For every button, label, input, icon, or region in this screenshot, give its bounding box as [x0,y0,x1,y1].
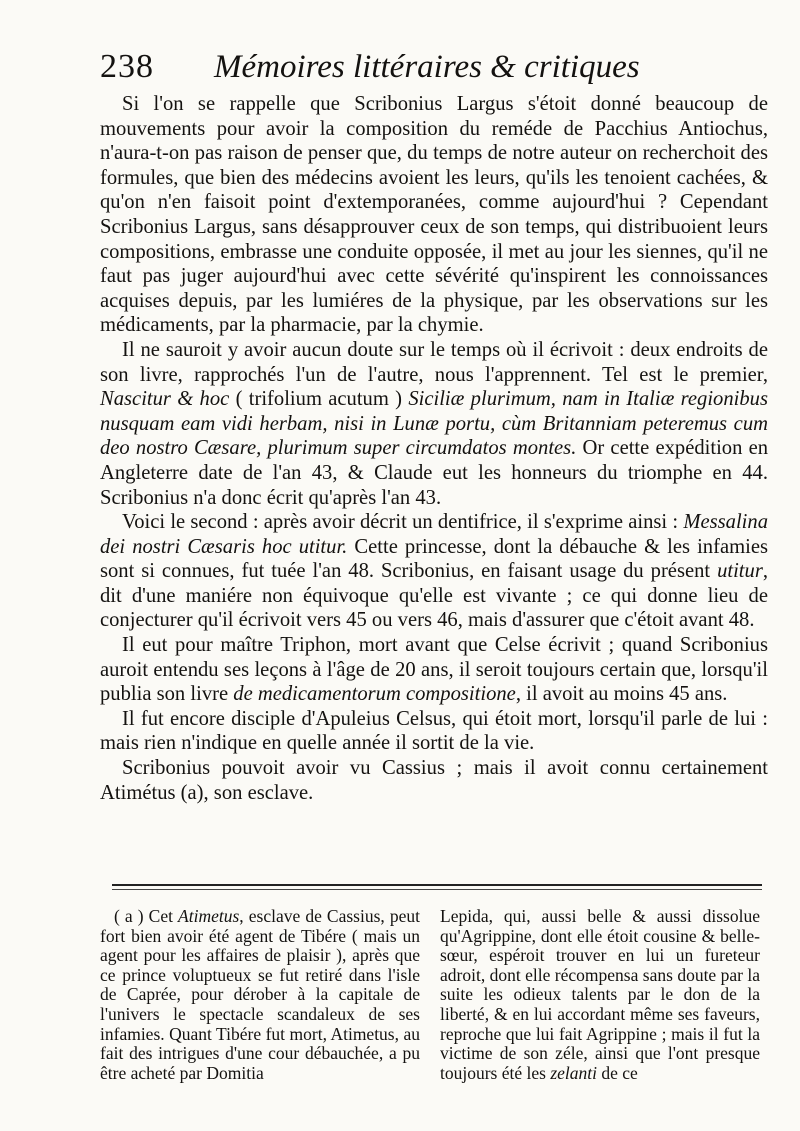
paragraph-2 [100,338,768,510]
paragraph-1: Si l'on se rappelle que Scribonius Largus s'étoit donné beaucoup de mouvements pour avoir la composition du reméde de Pacchius Antiochus, n'aura-t-on pas raison de penser que, du temps de notre auteur on recherchoit des formules, que bien des médecins avoient les leurs, qu'ils les tenoient cachées, & qu'on n'en faisoit point d'extemporanées, comme aujourd'hui ? Cependant Scribonius Largus, sans désapprouver ceux de son temps, qui distribuoient leurs compositions, embrasse une conduite opposée, il met au jour les siennes, qu'il ne faut pas juger aujourd'hui avec cette sévérité qu'inspirent les connoissances acquises depuis, par les lumiéres de la physique, par les observations sur les médicaments, par la pharmacie, par la chymie. [100,93,768,337]
text-run: Voici le second : après avoir décrit un dentifrice, il s'exprime ainsi : [122,511,684,534]
footnote-a [100,907,420,1083]
text-run: Lepida, qui, aussi belle & aussi dissolue qu'Agrippine, dont elle étoit cousine & belle-sœur, espéroit trouver en lui un fureteur adroit, dont elle récompensa sans doute par la suite les odieux talents par le don de la liberté, & en lui accordant même ses faveurs, reproche que lui fait Agrippine ; mais il fut la victime de son zéle, ainsi que l'ont presque toujours été les [440,906,760,1083]
footnote-a-continued [440,907,760,1083]
paragraph-3 [100,510,768,633]
paragraph-4 [100,633,768,707]
book-title: de medicamentorum compositione [233,683,516,706]
footnotes [100,907,760,1083]
text-run: Or cette expédition en Angleterre date de l'an 43, & Claude eut les honneurs du triomphe en 44. Scribonius n'a donc écrit qu'après l'an 43. [100,437,769,509]
latin-word: utitur [717,560,763,583]
word-italic: zelanti [550,1062,597,1083]
main-text [100,92,768,805]
running-title: Mémoires littéraires & critiques [214,49,640,85]
paragraph-6: Scribonius pouvoit avoir vu Cassius ; mais il avoit connu certainement Atimétus (a), son esclave. [100,757,768,804]
paragraph-5: Il fut encore disciple d'Apuleius Celsus, qui étoit mort, lorsqu'il parle de lui : mais rien n'indique en quelle année il sortit de la vie. [100,707,768,755]
name-italic: Atimetus [178,906,240,926]
footnote-column-right [440,907,760,1083]
text-run: Il eut pour maître Triphon, mort avant que Celse écrivit ; quand Scribonius auroit entendu ses leçons à l'âge de 20 ans, il seroit toujours certain que, lorsqu'il publia son livre [100,634,768,706]
text-run: , dit d'une maniére non équivoque qu'elle est vivante ; ce qui donne lieu de conjecturer qu'il écrivoit vers 45 ou vers 46, mais d'assurer que c'étoit avant 48. [100,560,768,632]
page-number: 238 [100,48,154,85]
page-header [100,48,750,96]
text-run: ( trifolium acutum ) [229,388,409,411]
text-run: Cette princesse, dont la débauche & les infamies sont si connues, fut tuée l'an 48. Scribonius, en faisant usage du présent [100,535,768,583]
text-run: , il avoit au moins 45 ans. [515,683,728,706]
latin-quote: Siciliæ plurimum, nam in Italiæ regionibus nusquam eam vidi herbam, nisi in Lunæ portu, cùm Britanniam peteremus cum deo nostro Cæsare, plurimum super circumdatos montes. [100,388,768,460]
text-run: de ce [597,1062,638,1083]
text-run: ( a ) Cet [114,906,179,926]
text-run: Il ne sauroit y avoir aucun doute sur le temps où il écrivoit : deux endroits de son livre, rapprochés l'un de l'autre, nous l'apprennent. Tel est le premier, [100,338,768,386]
footnote-separator [112,884,762,890]
text-run: , esclave de Cassius, peut fort bien avoir été agent de Tibére ( mais un agent pour les affaires de plaisir ), après que ce prince voluptueux se fut retiré dans l'isle de Caprée, pour dérober à la capitale de l'univers le spectacle scandaleux de ses infamies. Quant Tibére fut mort, Atimetus, au fait des intrigues d'une cour débauchée, a pu être acheté par Domitia [100,906,420,1083]
latin-quote: Nascitur & hoc [100,388,230,411]
latin-quote: Messalina dei nostri Cæsaris hoc utitur. [100,511,768,558]
footnote-column-left [100,907,420,1083]
